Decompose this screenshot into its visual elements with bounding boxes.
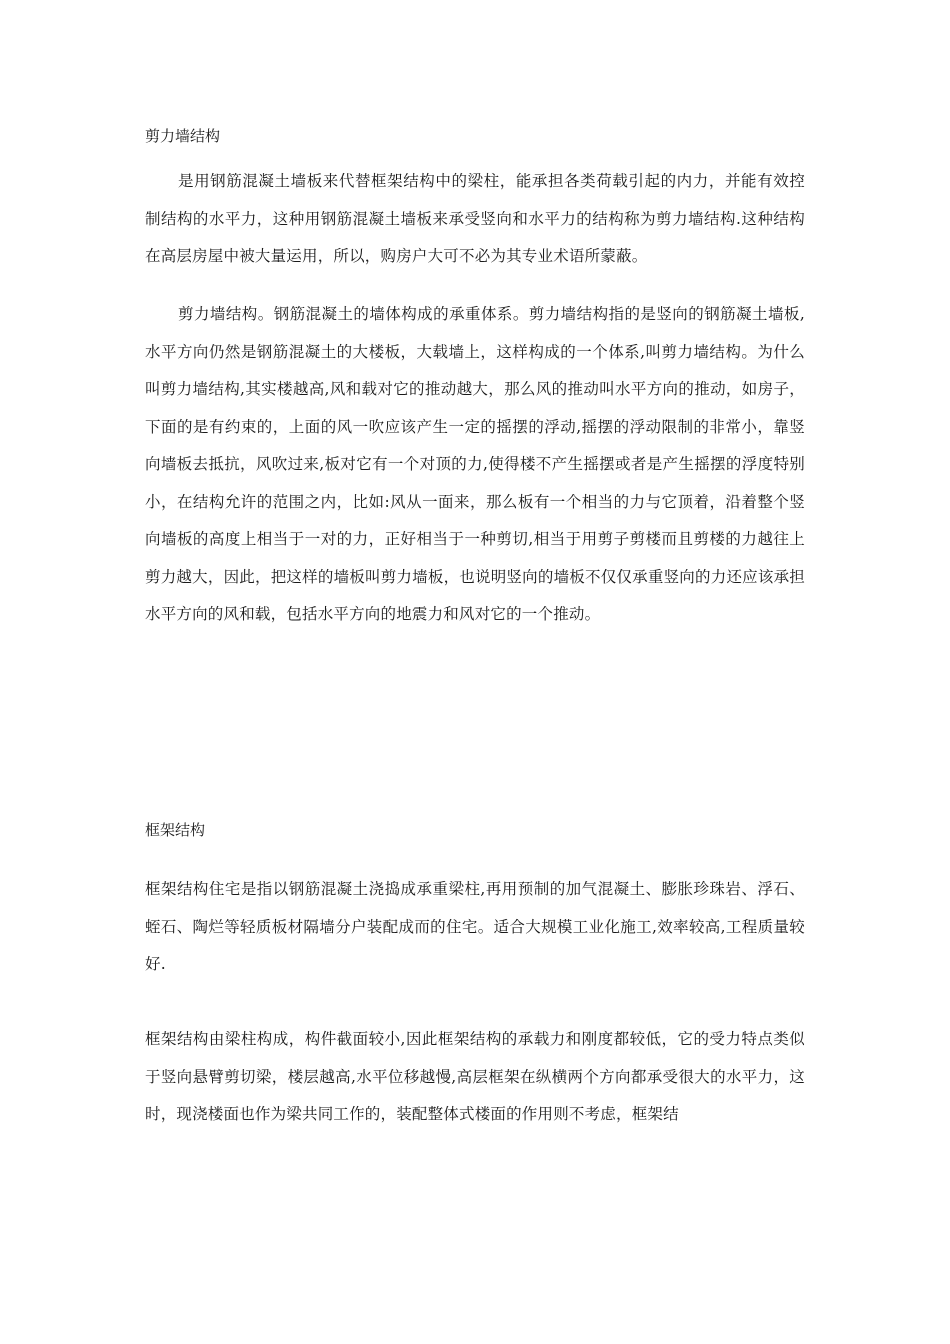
paragraph-frame-definition: 框架结构住宅是指以钢筋混凝土浇捣成承重梁柱,再用预制的加气混凝土、膨胀珍珠岩、浮石、蛭石、陶烂等轻质板材隔墙分户装配成而的住宅。适合大规模工业化施工,效率较高,工程质量较好. [145,880,805,973]
paragraph-shear-wall-explanation: 剪力墙结构。钢筋混凝土的墙体构成的承重体系。剪力墙结构指的是竖向的钢筋凝土墙板,水平方向仍然是钢筋混凝土的大楼板，大载墙上，这样构成的一个体系,叫剪力墙结构。为什么叫剪力墙结构,其实楼越高,风和载对它的推动越大，那么风的推动叫水平方向的推动，如房子，下面的是有约束的，上面的风一吹应该产生一定的摇摆的浮动,摇摆的浮动限制的非常小，靠竖向墙板去抵抗，风吹过来,板对它有一个对顶的力,使得楼不产生摇摆或者是产生摇摆的浮度特别小，在结构允许的范围之内，比如:风从一面来，那么板有一个相当的力与它顶着，沿着整个竖向墙板的高度上相当于一对的力，正好相当于一种剪切,相当于用剪子剪楼而且剪楼的力越往上剪力越大，因此，把这样的墙板叫剪力墙板，也说明竖向的墙板不仅仅承重竖向的力还应该承担水平方向的风和载，包括水平方向的地震力和风对它的一个推动。 [145,305,805,623]
section-heading-frame: 框架结构 [145,821,206,839]
paragraph-frame-characteristics: 框架结构由梁柱构成，构件截面较小,因此框架结构的承载力和刚度都较低，它的受力特点类似于竖向悬臂剪切梁，楼层越高,水平位移越慢,高层框架在纵横两个方向都承受很大的水平力，这时，现浇楼面也作为梁共同工作的，装配整体式楼面的作用则不考虑，框架结 [145,1030,805,1123]
paragraph-shear-wall-definition: 是用钢筋混凝土墙板来代替框架结构中的梁柱，能承担各类荷载引起的内力，并能有效控制结构的水平力，这种用钢筋混凝土墙板来承受竖向和水平力的结构称为剪力墙结构.这种结构在高层房屋中被大量运用，所以，购房户大可不必为其专业术语所蒙蔽。 [145,172,805,265]
section-heading-shear-wall: 剪力墙结构 [145,127,221,145]
